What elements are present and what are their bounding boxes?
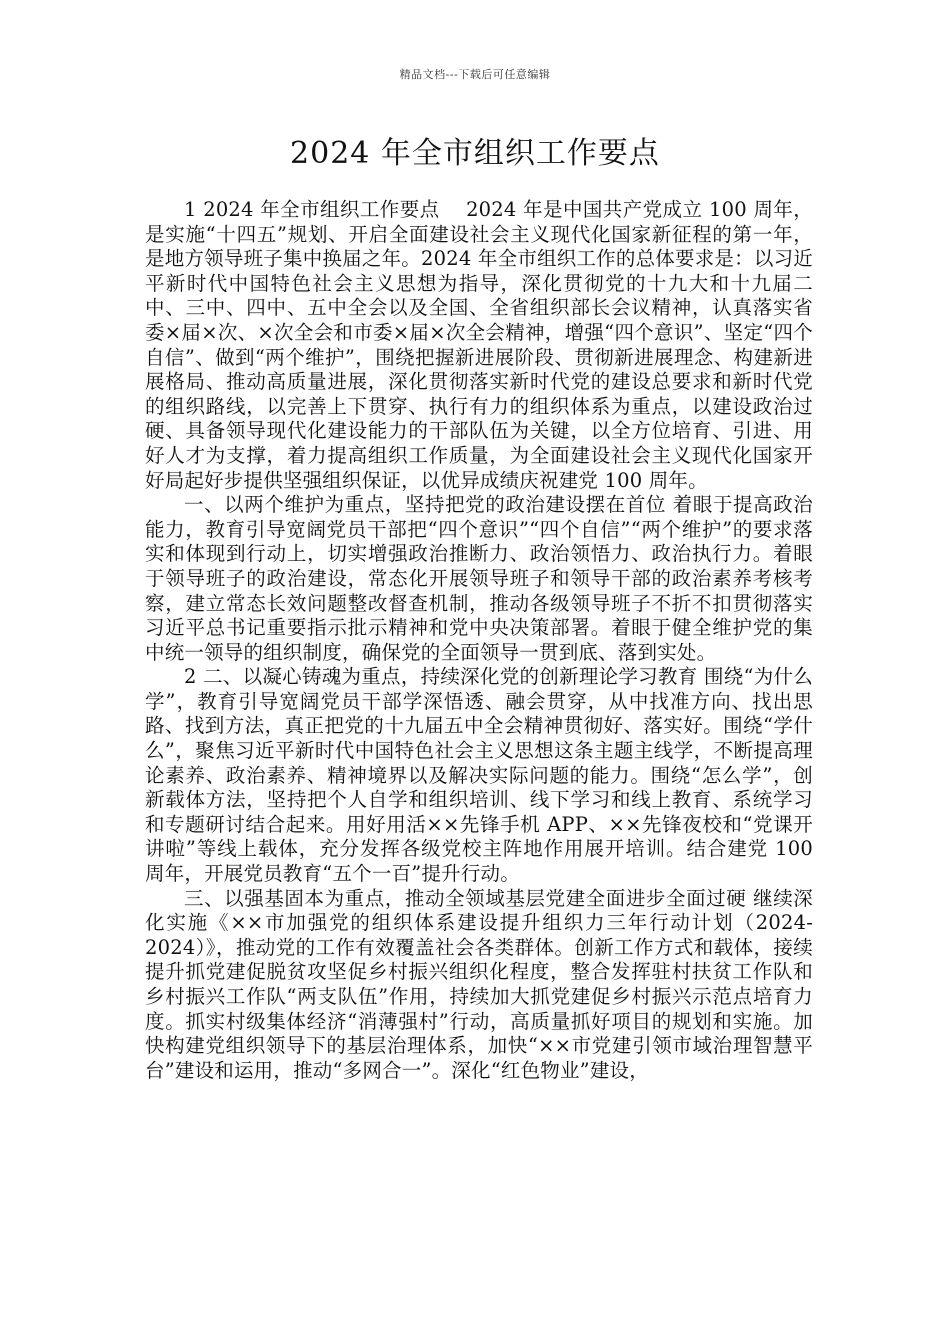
document-title: 2024 年全市组织工作要点 (290, 136, 660, 171)
header-note: 精品文档---下载后可任意编辑 (399, 68, 551, 81)
paragraph-section-1: 一、以两个维护为重点，坚持把党的政治建设摆在首位 着眼于提高政治能力，教育引导宽阔党员干部把“四个意识”“四个自信”“两个维护”的要求落实和体现到行动上，切实增强政治推断力、政治领悟力、政治执行力。着眼于领导班子的政治建设，常态化开展领导班子和领导干部的政治素养考核考察，建立常态长效问题整改督查机制，推动各级领导班子不折不扣贯彻落实习近平总书记重要指示批示精神和党中央决策部署。着眼于健全维护党的集中统一领导的组织制度，确保党的全面领导一贯到底、落到实处。 (145, 493, 813, 664)
paragraph-section-2: 2 二、以凝心铸魂为重点，持续深化党的创新理论学习教育 围绕“为什么学”，教育引导宽阔党员干部学深悟透、融会贯穿，从中找准方向、找出思路、找到方法，真正把党的十九届五中全会精神贯彻好、落实好。围绕“学什么”，聚焦习近平新时代中国特色社会主义思想这条主题主线学，不断提高理论素养、政治素养、精神境界以及解决实际问题的能力。围绕“怎么学”，创新载体方法，坚持把个人自学和组织培训、线下学习和线上教育、系统学习和专题研讨结合起来。用好用活××先锋手机 APP、××先锋夜校和“党课开讲啦”等线上载体，充分发挥各级党校主阵地作用展开培训。结合建党 100 周年，开展党员教育“五个一百”提升行动。 (145, 665, 813, 886)
paragraph-section-3: 三、以强基固本为重点，推动全领域基层党建全面进步全面过硬 继续深化实施《××市加强党的组织体系建设提升组织力三年行动计划（2024-2024）》，推动党的工作有效覆盖社会各类群体。创新工作方式和载体，接续提升抓党建促脱贫攻坚促乡村振兴组织化程度，整合发挥驻村扶贫工作队和乡村振兴工作队“两支队伍”作用，持续加大抓党建促乡村振兴示范点培育力度。抓实村级集体经济“消薄强村”行动，高质量抓好项目的规划和实施。加快构建党组织领导下的基层治理体系，加快“××市党建引领市域治理智慧平台”建设和运用，推动“多网合一”。深化“红色物业”建设， (145, 886, 813, 1082)
document-body (145, 198, 813, 1083)
paragraph-intro: 1 2024 年全市组织工作要点 2024 年是中国共产党成立 100 周年，是实施“十四五”规划、开启全面建设社会主义现代化国家新征程的第一年，是地方领导班子集中换届之年。2024 年全市组织工作的总体要求是：以习近平新时代中国特色社会主义思想为指导，深化贯彻党的十九大和十九届二中、三中、四中、五中全会以及全国、全省组织部长会议精神，认真落实省委×届×次、×次全会和市委×届×次全会精神，增强“四个意识”、坚定“四个自信”、做到“两个维护”，围绕把握新进展阶段、贯彻新进展理念、构建新进展格局、推动高质量进展，深化贯彻落实新时代党的建设总要求和新时代党的组织路线，以完善上下贯穿、执行有力的组织体系为重点，以建设政治过硬、具备领导现代化建设能力的干部队伍为关键，以全方位培育、引进、用好人才为支撑，着力提高组织工作质量，为全面建设社会主义现代化国家开好局起好步提供坚强组织保证，以优异成绩庆祝建党 100 周年。 (145, 198, 813, 492)
